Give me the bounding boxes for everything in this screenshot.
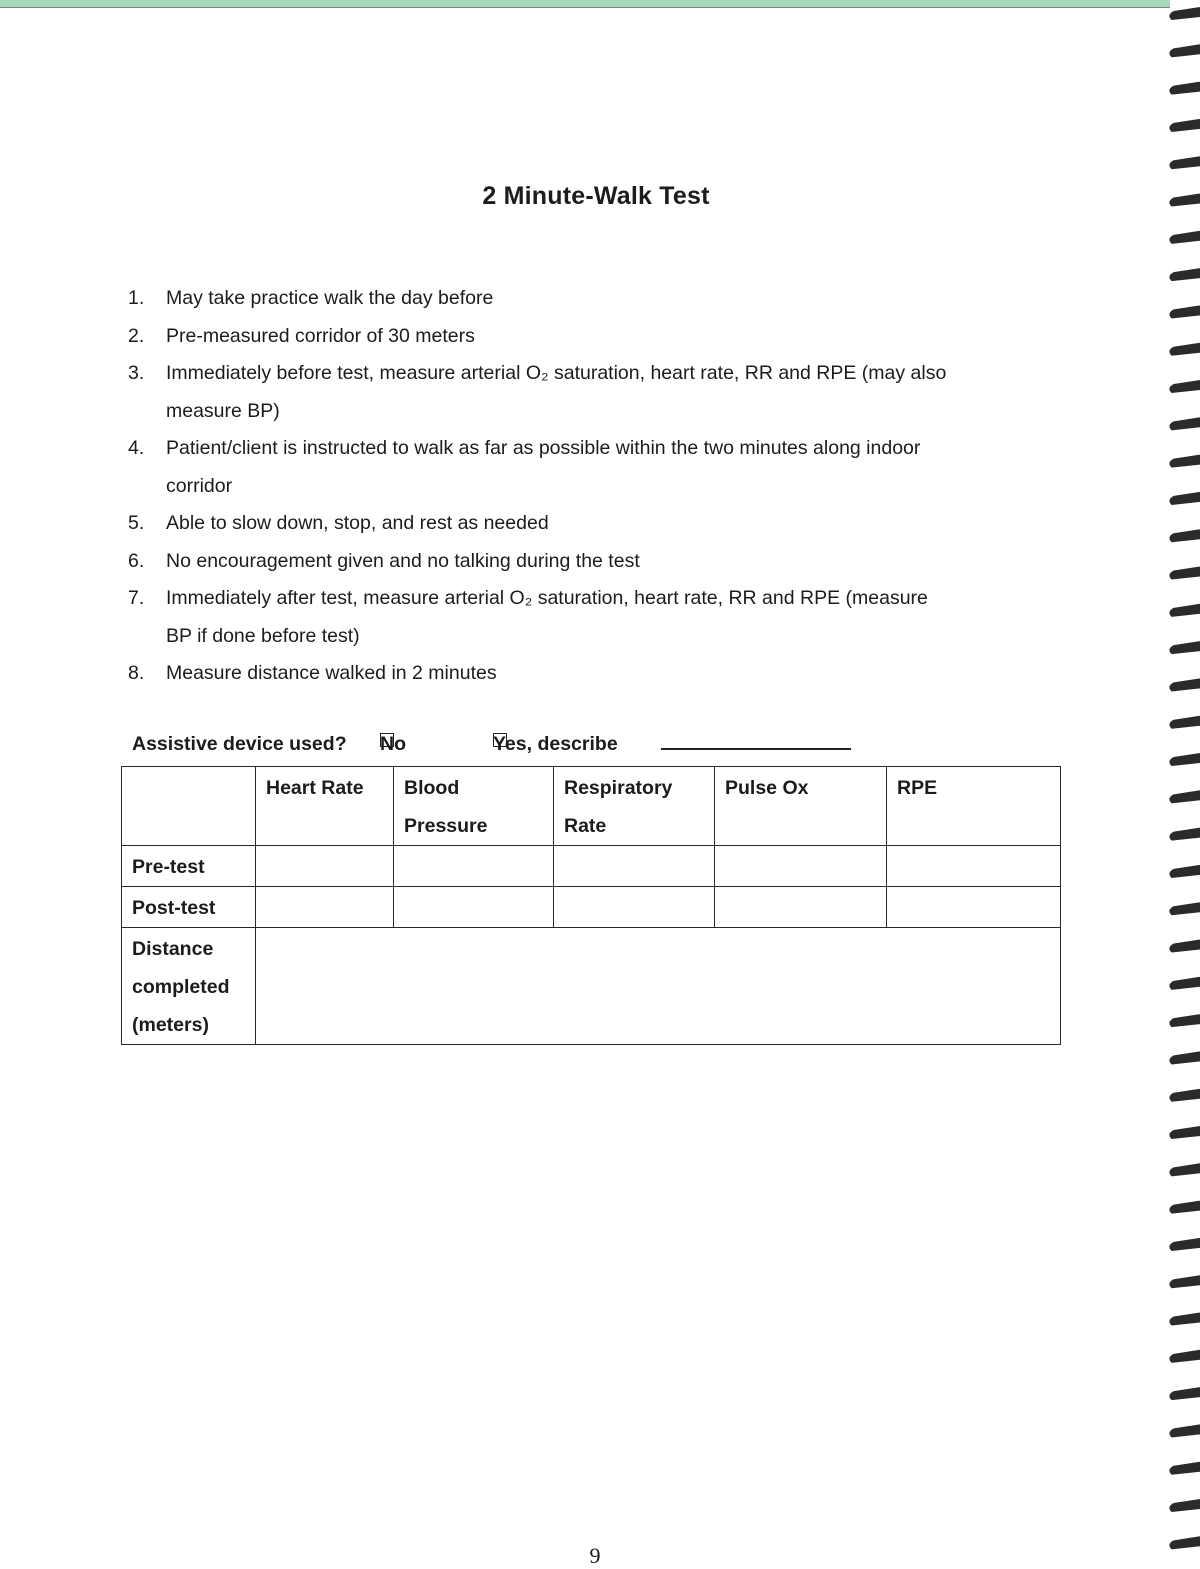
- binding-loop: [1170, 642, 1200, 653]
- instruction-continuation: measure BP): [166, 399, 280, 422]
- instruction-item: [128, 580, 1063, 655]
- instruction-continuation: corridor: [166, 474, 233, 497]
- binding-loop: [1170, 1500, 1200, 1511]
- binding-loop: [1170, 1052, 1200, 1063]
- binding-loop: [1170, 1015, 1200, 1026]
- binding-loop: [1170, 344, 1200, 355]
- instruction-text: Able to slow down, stop, and rest as needed: [166, 512, 549, 534]
- binding-loop: [1170, 1276, 1200, 1287]
- binding-loop: [1170, 903, 1200, 914]
- option-no-label: No: [380, 733, 406, 755]
- post-test-blood-pressure-cell[interactable]: [394, 887, 554, 928]
- instruction-item: [128, 355, 1063, 430]
- column-header-heart-rate: Heart Rate: [256, 767, 394, 846]
- page-title: 2 Minute-Walk Test: [482, 182, 710, 210]
- instruction-item: [128, 430, 1063, 505]
- binding-loop: [1170, 568, 1200, 579]
- binding-loop: [1170, 717, 1200, 728]
- instruction-number: 4.: [128, 437, 145, 459]
- top-edge-strip: [0, 0, 1170, 8]
- instruction-text: No encouragement given and no talking during the test: [166, 549, 640, 572]
- binding-loop: [1170, 754, 1200, 765]
- spiral-binding-icon: [1158, 0, 1200, 1553]
- option-yes-label: Yes, describe: [493, 733, 618, 755]
- binding-loop: [1170, 941, 1200, 952]
- binding-loop: [1170, 1425, 1200, 1436]
- binding-loop: [1170, 195, 1200, 206]
- binding-loop: [1170, 306, 1200, 317]
- distance-completed-cell[interactable]: [256, 928, 1061, 1045]
- table-corner-cell: [122, 767, 256, 846]
- vitals-table: [121, 766, 1061, 1045]
- instruction-text: Patient/client is instructed to walk as far as possible within the two minutes along indoor: [166, 437, 921, 459]
- binding-loop: [1170, 120, 1200, 131]
- table-row-pre-test: [122, 846, 1061, 887]
- row-label-post-test: Post-test: [122, 887, 256, 928]
- binding-loop: [1170, 269, 1200, 280]
- column-header-rpe: RPE: [887, 767, 1061, 846]
- binding-loop: [1170, 1314, 1200, 1325]
- binding-loop: [1170, 381, 1200, 392]
- instruction-item: [128, 543, 1063, 581]
- binding-loop: [1170, 1537, 1200, 1548]
- binding-loop: [1170, 1127, 1200, 1138]
- binding-loop: [1170, 1202, 1200, 1213]
- binding-loop: [1170, 493, 1200, 504]
- assistive-device-question: [132, 733, 892, 761]
- binding-loop: [1170, 456, 1200, 467]
- binding-loop: [1170, 1090, 1200, 1101]
- post-test-pulse-ox-cell[interactable]: [715, 887, 887, 928]
- pre-test-respiratory-rate-cell[interactable]: [554, 846, 715, 887]
- binding-loop: [1170, 978, 1200, 989]
- instruction-text: Immediately after test, measure arterial O₂ saturation, heart rate, RR and RPE (measure: [166, 587, 928, 609]
- instruction-item: [128, 280, 1063, 318]
- pre-test-blood-pressure-cell[interactable]: [394, 846, 554, 887]
- instruction-number: 1.: [128, 287, 145, 309]
- binding-loop: [1170, 232, 1200, 243]
- column-header-respiratory-rate: Respiratory Rate: [554, 767, 715, 846]
- binding-loop: [1170, 829, 1200, 840]
- binding-loop: [1170, 1239, 1200, 1250]
- binding-loop: [1170, 1351, 1200, 1362]
- binding-loop: [1170, 157, 1200, 168]
- binding-loop: [1170, 83, 1200, 94]
- instruction-number: 8.: [128, 662, 145, 684]
- pre-test-pulse-ox-cell[interactable]: [715, 846, 887, 887]
- column-header-blood-pressure: Blood Pressure: [394, 767, 554, 846]
- binding-loop: [1170, 45, 1200, 56]
- instruction-continuation: BP if done before test): [166, 624, 360, 647]
- table-row-post-test: [122, 887, 1061, 928]
- instruction-text: Pre-measured corridor of 30 meters: [166, 324, 475, 347]
- binding-loop: [1170, 1388, 1200, 1399]
- instruction-item: [128, 655, 1063, 693]
- page-number: 9: [589, 1543, 601, 1568]
- instruction-item: [128, 318, 1063, 356]
- row-label-pre-test: Pre-test: [122, 846, 256, 887]
- binding-loop: [1170, 605, 1200, 616]
- assistive-question-label: Assistive device used?: [132, 733, 347, 755]
- instruction-number: 5.: [128, 512, 145, 534]
- describe-blank-line[interactable]: [661, 748, 851, 750]
- post-test-respiratory-rate-cell[interactable]: [554, 887, 715, 928]
- row-label-distance: Distance completed (meters): [122, 928, 256, 1045]
- instruction-item: [128, 505, 1063, 543]
- instruction-text: Immediately before test, measure arterial O₂ saturation, heart rate, RR and RPE (may also: [166, 362, 947, 384]
- instruction-number: 6.: [128, 549, 145, 572]
- instruction-number: 7.: [128, 587, 145, 609]
- pre-test-heart-rate-cell[interactable]: [256, 846, 394, 887]
- binding-loop: [1170, 791, 1200, 802]
- binding-loop: [1170, 866, 1200, 877]
- instruction-number: 3.: [128, 362, 145, 384]
- column-header-pulse-ox: Pulse Ox: [715, 767, 887, 846]
- post-test-rpe-cell[interactable]: [887, 887, 1061, 928]
- binding-loop: [1170, 1463, 1200, 1474]
- table-header-row: [122, 767, 1061, 846]
- instruction-text: May take practice walk the day before: [166, 287, 494, 309]
- table-row-distance: [122, 928, 1061, 1045]
- post-test-heart-rate-cell[interactable]: [256, 887, 394, 928]
- binding-loop: [1170, 8, 1200, 19]
- pre-test-rpe-cell[interactable]: [887, 846, 1061, 887]
- binding-loop: [1170, 679, 1200, 690]
- instruction-text: Measure distance walked in 2 minutes: [166, 662, 497, 684]
- binding-loop: [1170, 530, 1200, 541]
- binding-loop: [1170, 1164, 1200, 1175]
- binding-loop: [1170, 418, 1200, 429]
- instruction-number: 2.: [128, 324, 145, 347]
- instructions-list: [128, 280, 1063, 693]
